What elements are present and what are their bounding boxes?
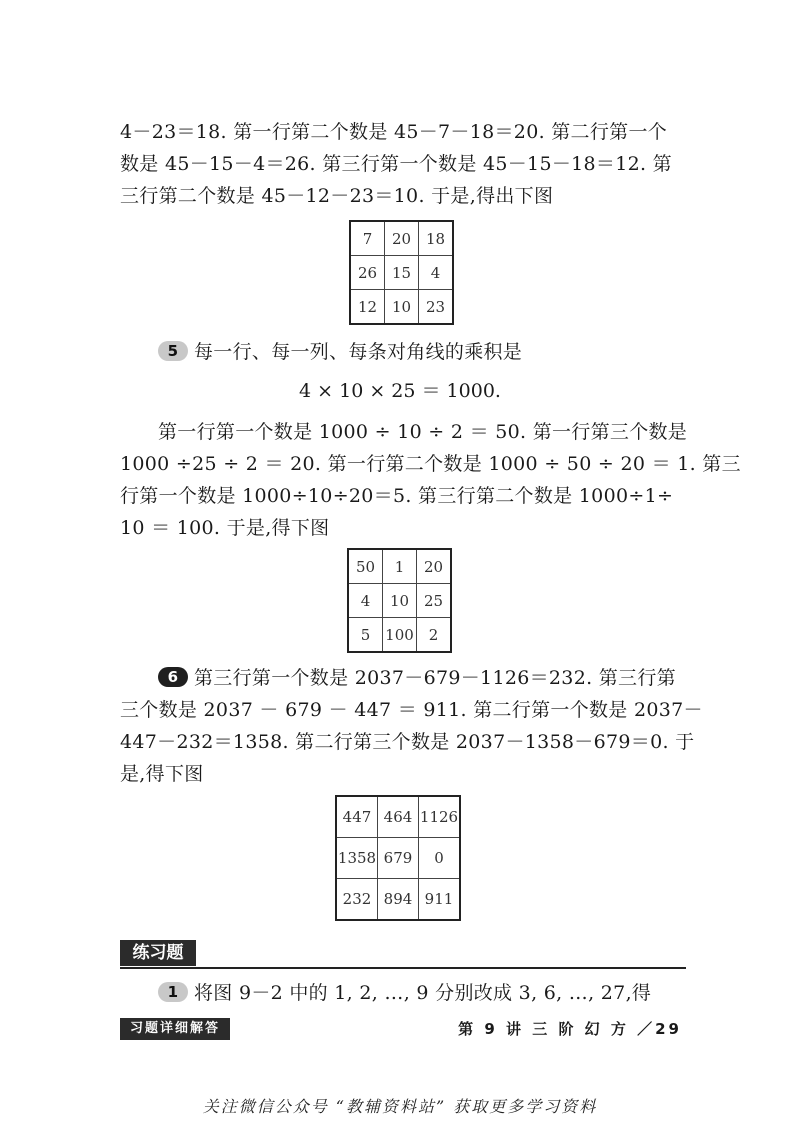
table-row xyxy=(337,838,460,879)
table-row xyxy=(351,290,453,324)
grid-cell: 447 xyxy=(337,797,378,838)
grid-cell: 1 xyxy=(383,550,417,584)
grid-cell: 1126 xyxy=(419,797,460,838)
grid-cell: 1358 xyxy=(337,838,378,879)
grid-cell: 232 xyxy=(337,879,378,920)
exercise-1 xyxy=(158,977,651,1009)
magic-square-2 xyxy=(348,549,451,652)
grid-cell: 5 xyxy=(349,618,383,652)
grid-cell: 18 xyxy=(419,222,453,256)
intro-paragraph xyxy=(120,116,672,212)
text-line: 第一行第一个数是 1000 ÷ 10 ÷ 2 ＝ 50. 第一行第三个数是 xyxy=(158,421,688,443)
text-line: 第三行第一个数是 2037－679－1126＝232. 第三行第 xyxy=(194,667,676,689)
text-line: 447－232＝1358. 第二行第三个数是 2037－1358－679＝0. 于 xyxy=(120,731,695,753)
footer-section-label: 习题详细解答 xyxy=(120,1018,230,1040)
text-line: 4－23＝18. 第一行第二个数是 45－7－18＝20. 第二行第一个 xyxy=(120,121,668,143)
table-row xyxy=(349,618,451,652)
text-line: 数是 45－15－4＝26. 第三行第一个数是 45－15－18＝12. 第 xyxy=(120,153,672,175)
item-5-heading-text: 每一行、每一列、每条对角线的乘积是 xyxy=(194,341,523,363)
grid-cell: 464 xyxy=(378,797,419,838)
grid-cell: 0 xyxy=(419,838,460,879)
text-line: 行第一个数是 1000÷10÷20＝5. 第三行第二个数是 1000÷1÷ xyxy=(120,485,674,507)
product-equation: 4 × 10 × 25 ＝ 1000. xyxy=(299,380,501,402)
grid-cell: 50 xyxy=(349,550,383,584)
item-number-badge: 6 xyxy=(158,667,188,687)
text-line: 1000 ÷25 ÷ 2 ＝ 20. 第一行第二个数是 1000 ÷ 50 ÷ 20 ＝ 1. 第三 xyxy=(120,453,741,475)
grid-cell: 4 xyxy=(419,256,453,290)
exercise-section-label: 练习题 xyxy=(120,940,196,966)
text-line: 10 ＝ 100. 于是,得下图 xyxy=(120,517,330,539)
watermark-text: 关注微信公众号 “教辅资料站” 获取更多学习资料 xyxy=(202,1097,598,1116)
item-number-badge: 1 xyxy=(158,982,188,1002)
table-row xyxy=(351,256,453,290)
magic-square-3 xyxy=(336,796,460,920)
item-6-paragraph xyxy=(120,662,703,790)
text-line: 是,得下图 xyxy=(120,763,204,785)
exercise-1-text: 将图 9－2 中的 1, 2, …, 9 分别改成 3, 6, …, 27,得 xyxy=(194,982,652,1004)
page-header-chapter: 第 9 讲 三 阶 幻 方 ／29 xyxy=(458,1020,682,1038)
section-divider xyxy=(120,967,686,969)
grid-cell: 679 xyxy=(378,838,419,879)
table-row xyxy=(337,797,460,838)
item-5-paragraph xyxy=(120,416,741,544)
grid-cell: 10 xyxy=(385,290,419,324)
grid-cell: 25 xyxy=(417,584,451,618)
grid-cell: 15 xyxy=(385,256,419,290)
table-row xyxy=(337,879,460,920)
table-row xyxy=(349,584,451,618)
grid-cell: 7 xyxy=(351,222,385,256)
grid-cell: 20 xyxy=(385,222,419,256)
grid-cell: 23 xyxy=(419,290,453,324)
grid-cell: 894 xyxy=(378,879,419,920)
item-number-badge: 5 xyxy=(158,341,188,361)
grid-cell: 26 xyxy=(351,256,385,290)
grid-cell: 911 xyxy=(419,879,460,920)
grid-cell: 2 xyxy=(417,618,451,652)
magic-square-1 xyxy=(350,221,453,324)
grid-cell: 12 xyxy=(351,290,385,324)
table-row xyxy=(351,222,453,256)
grid-cell: 4 xyxy=(349,584,383,618)
grid-cell: 100 xyxy=(383,618,417,652)
text-line: 三个数是 2037 － 679 － 447 ＝ 911. 第二行第一个数是 2037－ xyxy=(120,699,703,721)
item-5-heading xyxy=(158,336,522,368)
text-line: 三行第二个数是 45－12－23＝10. 于是,得出下图 xyxy=(120,185,554,207)
grid-cell: 20 xyxy=(417,550,451,584)
table-row xyxy=(349,550,451,584)
grid-cell: 10 xyxy=(383,584,417,618)
